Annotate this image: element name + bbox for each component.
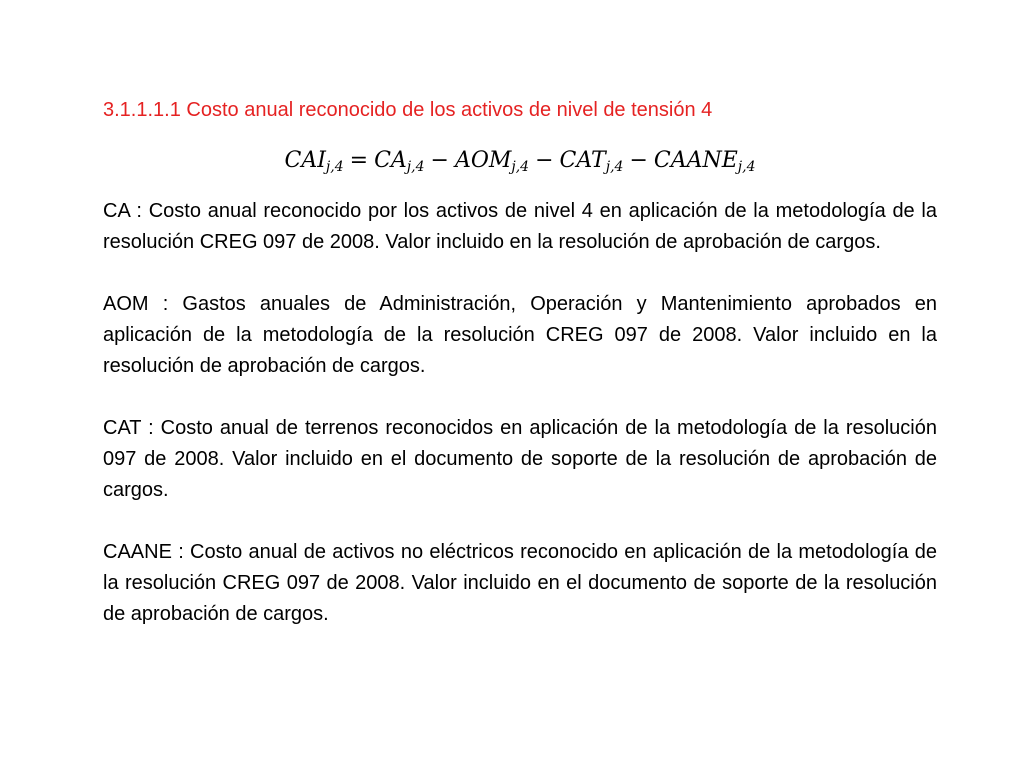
formula-operator-equals: =	[349, 148, 369, 173]
slide-content	[103, 96, 937, 661]
definition-ca: CA : Costo anual reconocido por los activos de nivel 4 en aplicación de la metodología de la resolución CREG 097 de 2008. Valor incluido en la resolución de aprobación de cargos.	[103, 200, 937, 253]
formula-term-caane: $CAANE_{j,4}$	[653, 148, 756, 175]
definition-aom: AOM : Gastos anuales de Administración, Operación y Mantenimiento aprobados en aplicación de la metodología de la resolución CREG 097 de 2008. Valor incluido en la resolución de aprobación de cargos.	[103, 293, 937, 377]
formula-term-cat: $CAT_{j,4}$	[559, 148, 624, 175]
formula-term-cai: $CAI_{j,4}$	[284, 148, 344, 175]
formula	[103, 146, 937, 176]
definition-caane: CAANE : Costo anual de activos no eléctricos reconocido en aplicación de la metodología de la resolución CREG 097 de 2008. Valor incluido en el documento de soporte de la resolución de aprobación de cargos.	[103, 541, 937, 625]
section-heading: 3.1.1.1.1 Costo anual reconocido de los activos de nivel de tensión 4	[103, 99, 713, 121]
formula-operator-minus: −	[535, 148, 554, 173]
formula-operator-minus: −	[430, 148, 449, 173]
formula-term-ca: $CA_{j,4}$	[374, 148, 425, 175]
definition-cat: CAT : Costo anual de terrenos reconocidos en aplicación de la metodología de la resolución 097 de 2008. Valor incluido en el documento de soporte de la resolución de aprobación de cargos.	[103, 417, 937, 501]
formula-operator-minus: −	[629, 148, 648, 173]
formula-term-aom: $AOM_{j,4}$	[454, 148, 530, 175]
